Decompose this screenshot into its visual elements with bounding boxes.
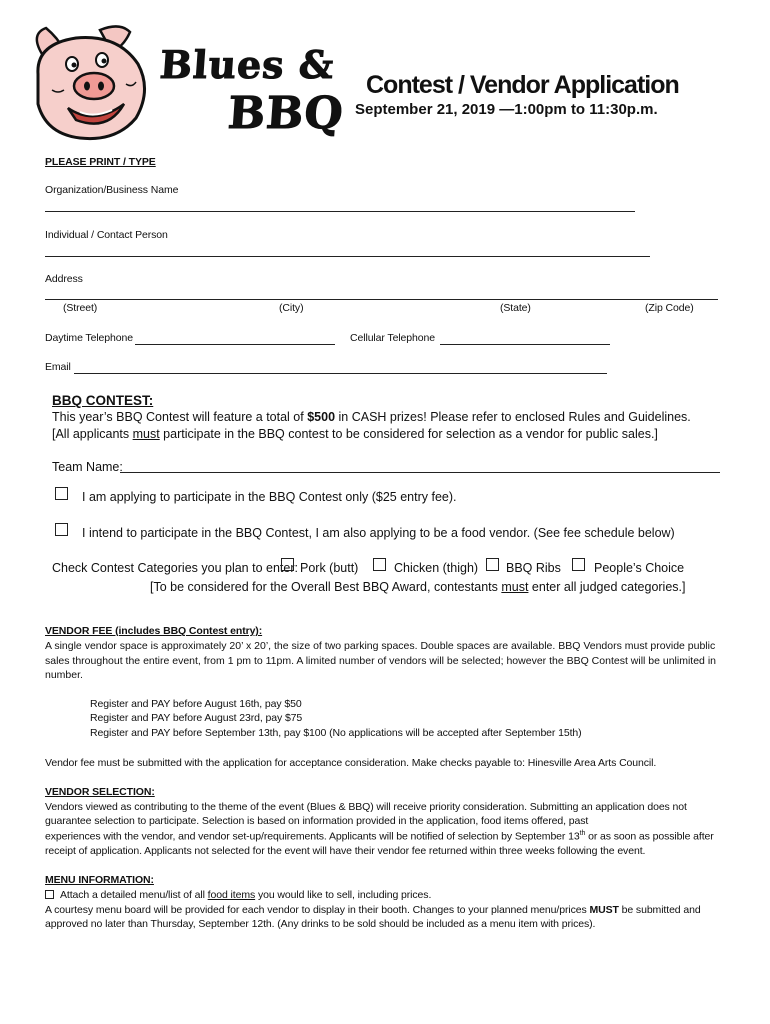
contact-label: Individual / Contact Person — [45, 229, 168, 241]
org-field[interactable] — [45, 211, 635, 212]
fee-tier-3: Register and PAY before September 13th, pay $100 (No applications will be accepted after September 15th) — [90, 727, 582, 739]
menu-line-3: approved no later than Thursday, September 12th. (Any drinks to be sold should be included as a menu item with prices). — [45, 918, 596, 930]
cell-field[interactable] — [440, 344, 610, 345]
selection-line-3: experiences with the vendor, and vendor set-up/requirements. Applicants will be notified of selection by September 13th or as soon as possible after — [45, 830, 714, 843]
fee-tier-2: Register and PAY before August 23rd, pay $75 — [90, 712, 303, 724]
category-ribs-label: BBQ Ribs — [506, 561, 561, 575]
vendor-fee-body: A single vendor space is approximately 20’ x 20’, the size of two parking spaces. Double spaces are available. BBQ Vendors must provide public sales throughout the entire event, from 1 pm to 11pm. A limited number of vendors will be selected; however the BBQ Contest will be unlimited in number. — [45, 640, 716, 681]
categories-note: [To be considered for the Overall Best BBQ Award, contestants must enter all judged categories.] — [150, 580, 686, 594]
address-field[interactable] — [45, 299, 718, 300]
selection-line-1: Vendors viewed as contributing to the theme of the event (Blues & BBQ) will receive priority consideration. Submitting an application does not — [45, 801, 687, 813]
event-date: September 21, 2019 —1:00pm to 11:30p.m. — [355, 101, 658, 118]
selection-heading: VENDOR SELECTION: — [45, 786, 155, 798]
logo-text-bbq: BBQ — [226, 88, 346, 139]
category-peoples-choice-label: People’s Choice — [594, 561, 685, 575]
option-vendor-label: I intend to participate in the BBQ Contest, I am also applying to be a food vendor. (See fee schedule below) — [82, 526, 675, 540]
form-title: Contest / Vendor Application — [366, 71, 679, 99]
fee-tier-1: Register and PAY before August 16th, pay $50 — [90, 698, 302, 710]
address-label: Address — [45, 273, 83, 285]
zip-caption: (Zip Code) — [645, 302, 694, 314]
prize-amount: $500 — [307, 410, 336, 424]
selection-line-2: guarantee selection to participate. Selection is based on information provided in the application, food items offered, past — [45, 815, 589, 827]
phone-label: Daytime Telephone — [45, 332, 133, 344]
option-contest-only-label: I am applying to participate in the BBQ Contest only ($25 entry fee). — [82, 490, 457, 504]
vendor-fee-heading: VENDOR FEE (includes BBQ Contest entry): — [45, 625, 263, 637]
menu-bullet: Attach a detailed menu/list of all food items you would like to sell, including prices. — [45, 889, 431, 901]
category-pork-checkbox[interactable] — [281, 558, 294, 571]
logo-text-blues: Blues & — [158, 42, 336, 87]
print-note: PLEASE PRINT / TYPE — [45, 156, 156, 168]
contact-field[interactable] — [45, 256, 650, 257]
pig-logo-icon — [28, 24, 158, 144]
email-field[interactable] — [74, 373, 607, 374]
street-caption: (Street) — [63, 302, 98, 314]
menu-heading: MENU INFORMATION: — [45, 874, 154, 886]
org-label: Organization/Business Name — [45, 184, 179, 196]
menu-bullet-checkbox[interactable] — [45, 890, 54, 899]
state-caption: (State) — [500, 302, 531, 314]
phone-field[interactable] — [135, 344, 335, 345]
category-pork-label: Pork (butt) — [300, 561, 359, 575]
option-contest-only-checkbox[interactable] — [55, 487, 68, 500]
team-name-field[interactable] — [120, 472, 720, 473]
selection-line-4: receipt of application. Applicants not selected for the event will have their vendor fee returned within three weeks following the event. — [45, 845, 646, 857]
menu-line-2: A courtesy menu board will be provided for each vendor to display in their booth. Changes to your planned menu/prices MUST be submitted and — [45, 904, 701, 916]
city-caption: (City) — [279, 302, 304, 314]
category-peoples-choice-checkbox[interactable] — [572, 558, 585, 571]
vendor-fee-payable: Vendor fee must be submitted with the application for acceptance consideration. Make checks payable to: Hinesville Area Arts Council. — [45, 757, 657, 769]
contest-requirement-line: [All applicants must participate in the BBQ contest to be considered for selection as a vendor for public sales.] — [52, 427, 658, 441]
option-vendor-checkbox[interactable] — [55, 523, 68, 536]
category-ribs-checkbox[interactable] — [486, 558, 499, 571]
cell-label: Cellular Telephone — [350, 332, 435, 344]
email-label: Email — [45, 361, 71, 373]
contest-heading: BBQ CONTEST: — [52, 393, 154, 408]
category-chicken-label: Chicken (thigh) — [394, 561, 479, 575]
category-chicken-checkbox[interactable] — [373, 558, 386, 571]
team-name-label: Team Name: — [52, 460, 123, 474]
categories-label: Check Contest Categories you plan to enter: — [52, 561, 298, 575]
contest-prize-line: This year’s BBQ Contest will feature a total of $500 in CASH prizes! Please refer to enclosed Rules and Guidelines. — [52, 410, 691, 424]
